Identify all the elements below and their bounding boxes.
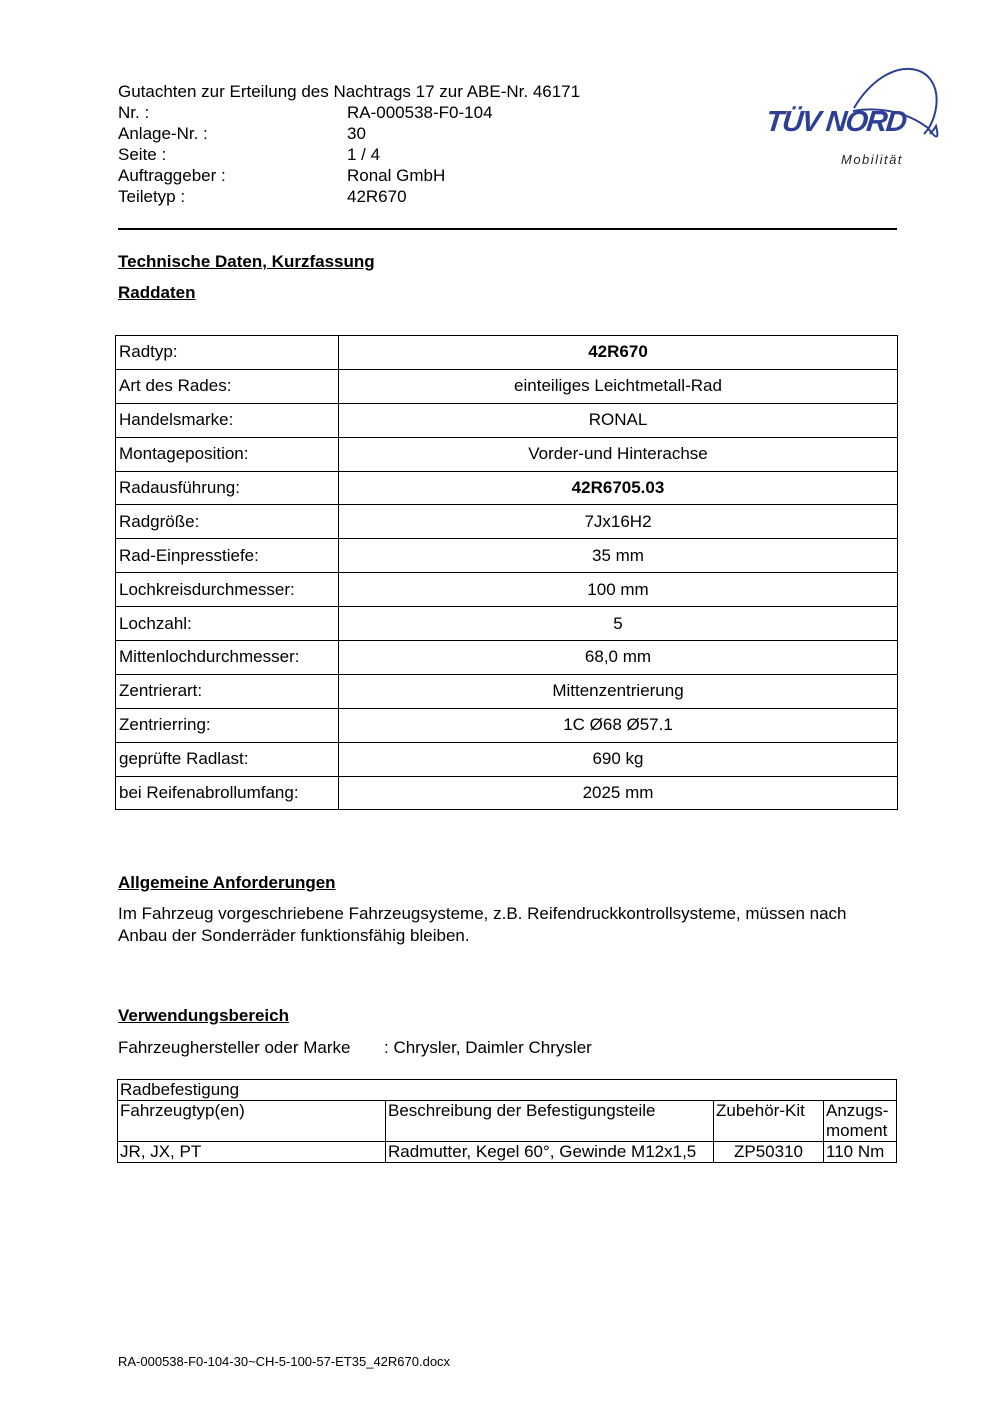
table-row xyxy=(116,641,898,675)
mounting-table xyxy=(117,1079,897,1163)
column-header: Zubehör-Kit xyxy=(714,1101,824,1142)
row-label: Lochkreisdurchmesser: xyxy=(116,573,339,607)
row-value: 100 mm xyxy=(339,573,898,607)
section-title-wheel: Raddaten xyxy=(118,283,196,302)
table-header-row xyxy=(118,1101,897,1142)
tuv-nord-logo xyxy=(758,56,948,171)
table-row xyxy=(118,1142,897,1163)
section-title-requirements: Allgemeine Anforderungen xyxy=(118,873,336,892)
header-row-anlage xyxy=(118,123,493,144)
row-value: Mittenzentrierung xyxy=(339,674,898,708)
section-title-usage: Verwendungsbereich xyxy=(118,1006,289,1025)
row-label: Lochzahl: xyxy=(116,607,339,641)
wheel-data-table xyxy=(115,335,898,810)
row-label: Radausführung: xyxy=(116,471,339,505)
row-label: Mittenlochdurchmesser: xyxy=(116,641,339,675)
header-value: RA-000538-F0-104 xyxy=(347,103,493,122)
row-value: 35 mm xyxy=(339,539,898,573)
table-row xyxy=(116,607,898,641)
row-label: geprüfte Radlast: xyxy=(116,742,339,776)
table-row xyxy=(116,674,898,708)
table-row xyxy=(116,471,898,505)
row-label: Rad-Einpresstiefe: xyxy=(116,539,339,573)
row-value: einteiliges Leichtmetall-Rad xyxy=(339,369,898,403)
document-title: Gutachten zur Erteilung des Nachtrags 17 zur ABE-Nr. 46171 xyxy=(118,82,581,101)
logo-name: TÜV NORD xyxy=(764,106,908,138)
header-label: Anlage-Nr. : xyxy=(118,124,208,143)
row-value: 1C Ø68 Ø57.1 xyxy=(339,708,898,742)
column-header: Beschreibung der Befestigungsteile xyxy=(386,1101,714,1142)
table-cell: JR, JX, PT xyxy=(118,1142,386,1163)
table-row xyxy=(116,708,898,742)
header-label: Seite : xyxy=(118,145,167,164)
row-value: 5 xyxy=(339,607,898,641)
row-label: Montageposition: xyxy=(116,437,339,471)
row-value: Vorder-und Hinterachse xyxy=(339,437,898,471)
table-row xyxy=(116,437,898,471)
row-value: 42R6705.03 xyxy=(339,471,898,505)
row-label: Handelsmarke: xyxy=(116,403,339,437)
requirements-text: Im Fahrzeug vorgeschriebene Fahrzeugsysteme, z.B. Reifendruckkontrollsysteme, müssen nach Anbau der Sonderräder funktionsfähig bleiben. xyxy=(118,904,847,945)
logo-subtitle: Mobilität xyxy=(841,152,903,167)
header-divider xyxy=(118,228,897,230)
header-row-seite xyxy=(118,144,493,165)
table-row xyxy=(116,403,898,437)
table-row xyxy=(116,742,898,776)
table-row xyxy=(116,573,898,607)
column-header: Anzugs-moment xyxy=(824,1101,897,1142)
row-value: 42R670 xyxy=(339,336,898,370)
maker-label: Fahrzeughersteller oder Marke xyxy=(118,1038,351,1057)
table-cell: ZP50310 xyxy=(714,1142,824,1163)
header-value: 30 xyxy=(347,124,366,143)
header-value: 42R670 xyxy=(347,187,407,206)
table-cell: 110 Nm xyxy=(824,1142,897,1163)
header-row-nr xyxy=(118,102,493,123)
table-caption-row xyxy=(118,1080,897,1101)
row-label: Radgröße: xyxy=(116,505,339,539)
table-row xyxy=(116,336,898,370)
row-label: bei Reifenabrollumfang: xyxy=(116,776,339,810)
row-label: Zentrierart: xyxy=(116,674,339,708)
row-label: Radtyp: xyxy=(116,336,339,370)
footer-filename: RA-000538-F0-104-30~CH-5-100-57-ET35_42R670.docx xyxy=(118,1354,451,1369)
header-label: Auftraggeber : xyxy=(118,166,226,185)
row-value: 2025 mm xyxy=(339,776,898,810)
row-value: 690 kg xyxy=(339,742,898,776)
header-value: 1 / 4 xyxy=(347,145,381,164)
maker-value: : Chrysler, Daimler Chrysler xyxy=(384,1038,592,1057)
row-label: Art des Rades: xyxy=(116,369,339,403)
table-row xyxy=(116,539,898,573)
row-value: RONAL xyxy=(339,403,898,437)
table-cell: Radmutter, Kegel 60°, Gewinde M12x1,5 xyxy=(386,1142,714,1163)
header-row-teiletyp xyxy=(118,186,493,207)
header-info xyxy=(118,102,493,207)
row-value: 7Jx16H2 xyxy=(339,505,898,539)
section-title-technical: Technische Daten, Kurzfassung xyxy=(118,252,375,271)
table-caption: Radbefestigung xyxy=(118,1080,897,1101)
header-value: Ronal GmbH xyxy=(347,166,446,185)
row-label: Zentrierring: xyxy=(116,708,339,742)
maker-line xyxy=(118,1037,592,1058)
row-value: 68,0 mm xyxy=(339,641,898,675)
header-row-auftraggeber xyxy=(118,165,493,186)
table-row xyxy=(116,369,898,403)
column-header: Fahrzeugtyp(en) xyxy=(118,1101,386,1142)
header-label: Teiletyp : xyxy=(118,187,186,206)
header-label: Nr. : xyxy=(118,103,150,122)
table-row xyxy=(116,776,898,810)
table-row xyxy=(116,505,898,539)
